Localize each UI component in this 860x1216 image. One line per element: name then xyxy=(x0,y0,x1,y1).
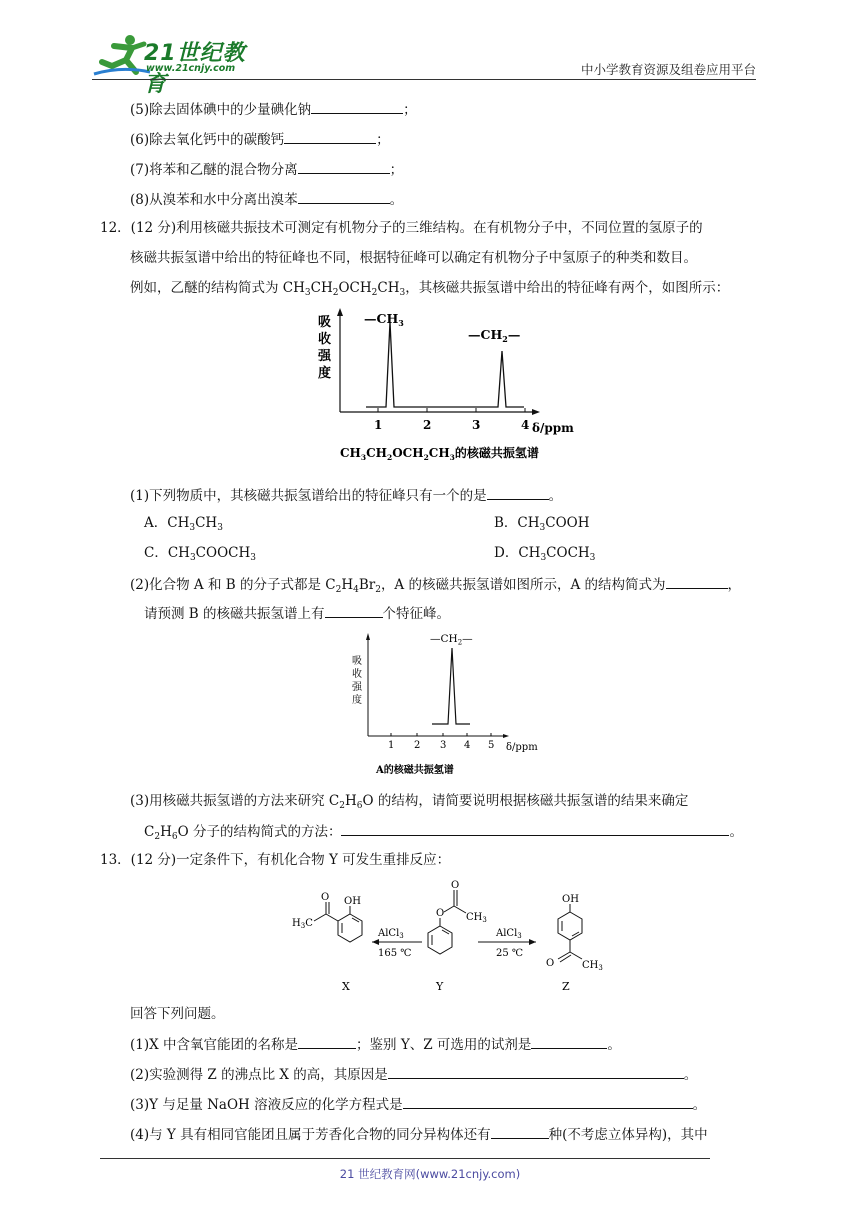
molecule-x-labels xyxy=(292,892,361,930)
spectrum-caption: A的核磁共振氢谱 xyxy=(376,765,454,776)
svg-text:CH3CH2OCH2CH3的核磁共振氢谱: $CH_3CH_2OCH_2CH_3$的核磁共振氢谱 xyxy=(340,446,539,462)
q12-part-3-text-b: O 的结构，请简要说明根据核磁共振氢谱的结果来确定 xyxy=(362,793,689,809)
nmr-spectrum-diethyl-ether xyxy=(310,308,580,468)
svg-text:3: 3 xyxy=(440,740,447,751)
svg-text:—CH2—: $—CH_2—$ xyxy=(468,327,521,344)
answer-blank[interactable] xyxy=(298,159,390,174)
svg-text:吸: 吸 xyxy=(352,656,362,667)
q12-part-2-line-2 xyxy=(144,603,450,623)
y-axis-arrow xyxy=(366,633,370,640)
svg-text:3: 3 xyxy=(472,418,481,432)
molecule-y-labels xyxy=(436,880,487,924)
svg-text:收: 收 xyxy=(352,669,362,680)
q11-item-6-text: (6)除去氧化钙中的碳酸钙 xyxy=(130,132,285,148)
q12-part-2-line-2b: 个特征峰。 xyxy=(382,606,451,622)
q12-part-2-text-b: ，A 的核磁共振氢谱如图所示，A 的结构简式为 xyxy=(380,577,666,593)
molecule-z-labels xyxy=(546,894,603,972)
q12-part-2-line-2a: 请预测 B 的核磁共振氢谱上有 xyxy=(144,606,325,622)
q13-part-4-text-a: (4)与 Y 具有相同官能团且属于芳香化合物的同分异构体还有 xyxy=(130,1127,491,1143)
svg-text:δ/ppm: δ/ppm xyxy=(506,742,538,753)
q13-answer-intro: 回答下列问题。 xyxy=(130,1006,225,1022)
molecule-x xyxy=(314,902,362,942)
q12-line-2: 核磁共振氢谱中给出的特征峰也不同，根据特征峰可以确定有机物分子中氢原子的种类和数目。 xyxy=(130,250,697,266)
q12-part-3: (3)用核磁共振氢谱的方法来研究 $C_2H_6O$ 的结构，请简要说明根据核磁共振氢谱的结果来确定 xyxy=(130,793,689,811)
svg-text:度: 度 xyxy=(318,366,332,381)
arrow-right xyxy=(478,928,536,959)
q11-item-8 xyxy=(130,189,403,209)
svg-text:1: 1 xyxy=(374,418,383,432)
footer-text: 21 世纪教育网(www.21cnjy.com) xyxy=(339,1167,521,1181)
answer-blank[interactable] xyxy=(531,1034,607,1049)
svg-text:1: 1 xyxy=(388,740,395,751)
rearrangement-reaction-scheme xyxy=(280,872,620,1000)
svg-text:CH3: $CH_3$ xyxy=(582,960,603,972)
q11-item-5-text: (5)除去固体碘中的少量碘化钠 xyxy=(130,102,312,118)
q12-part-3-text-a: (3)用核磁共振氢谱的方法来研究 C xyxy=(130,793,340,809)
option-b[interactable]: B．$CH_3COOH$ xyxy=(494,515,590,533)
q11-item-5 xyxy=(130,99,417,119)
svg-text:—CH2—: $—CH_2—$ xyxy=(430,633,473,647)
runner-logo-icon xyxy=(92,32,152,78)
punct: ； xyxy=(376,132,390,148)
arrow-left xyxy=(372,928,422,959)
label-x: X xyxy=(342,980,350,993)
q12-part-2-text-a: (2)化合物 A 和 B 的分子式都是 C xyxy=(130,577,336,593)
svg-text:2: 2 xyxy=(414,740,421,751)
svg-text:4: 4 xyxy=(521,418,530,432)
header-divider xyxy=(92,79,756,80)
platform-name: 中小学教育资源及组卷应用平台 xyxy=(580,62,756,77)
svg-text:δ/ppm: δ/ppm xyxy=(532,421,574,435)
punct: ； xyxy=(403,102,417,118)
q12-part-1 xyxy=(130,485,562,505)
answer-blank[interactable] xyxy=(491,1124,549,1139)
answer-blank[interactable] xyxy=(403,1094,693,1109)
q13-part-4-text-b: 种(不考虑立体异构)，其中 xyxy=(548,1127,708,1143)
svg-text:OH: OH xyxy=(344,896,361,907)
nmr-spectrum-compound-a xyxy=(346,630,546,780)
svg-text:H3C: $H_3C$ xyxy=(292,918,313,930)
svg-text:4: 4 xyxy=(464,740,471,751)
q12-line-3b: ，其核磁共振氢谱中给出的特征峰有两个，如图所示： xyxy=(405,280,730,296)
svg-text:强: 强 xyxy=(352,682,362,693)
peak-label-ch3 xyxy=(364,311,404,328)
answer-blank[interactable] xyxy=(666,574,728,589)
logo-url-text: www.21cnjy.com xyxy=(146,63,236,74)
option-d-label: D．CH xyxy=(494,545,541,561)
q13-part-3 xyxy=(130,1094,706,1114)
q12-part-2: (2)化合物 A 和 B 的分子式都是 $C_2H_4Br_2$，A 的核磁共振氢谱如图所示，A 的结构简式为 ， xyxy=(130,574,741,594)
answer-blank[interactable] xyxy=(388,1064,684,1079)
punct: 。 xyxy=(692,1097,707,1113)
molecule-y xyxy=(428,890,466,954)
molecule-z xyxy=(558,904,582,962)
q12-part-3-line-2: $C_2H_6O$ 分子的结构简式的方法： 。 xyxy=(144,821,743,841)
option-a[interactable]: A．$CH_3CH_3$ xyxy=(144,515,223,533)
q12-line-3: 例如，乙醚的结构简式为 $CH_3CH_2OCH_2CH_3$，其核磁共振氢谱中给出的特征峰有两个，如图所示： xyxy=(130,280,730,298)
spectrum-trace xyxy=(432,648,470,724)
svg-text:收: 收 xyxy=(318,332,332,347)
logo xyxy=(92,32,262,97)
q11-item-6 xyxy=(130,129,390,149)
answer-blank[interactable] xyxy=(341,821,729,836)
punct: 。 xyxy=(548,488,563,504)
answer-blank[interactable] xyxy=(487,485,549,500)
svg-text:O: O xyxy=(546,958,555,969)
label-z: Z xyxy=(562,980,570,993)
option-c[interactable]: C．$CH_3COOCH_3$ xyxy=(144,545,256,563)
q13-part-2 xyxy=(130,1064,697,1084)
q13-part-1-text-b: ；鉴别 Y、Z 可选用的试剂是 xyxy=(356,1037,532,1053)
svg-text:165 ℃: 165 ℃ xyxy=(378,948,412,959)
svg-text:O: O xyxy=(451,880,460,891)
q13-line-1: 13．(12 分)一定条件下，有机化合物 Y 可发生重排反应： xyxy=(100,852,451,868)
svg-text:强: 强 xyxy=(318,349,332,364)
answer-blank[interactable] xyxy=(298,189,390,204)
punct: ； xyxy=(389,162,404,178)
punct: 。 xyxy=(389,192,404,208)
svg-text:吸: 吸 xyxy=(318,315,332,330)
label-y: Y xyxy=(436,980,444,993)
q13-part-4 xyxy=(130,1124,708,1144)
option-a-label: A．CH xyxy=(144,515,190,531)
q12-line-3a: 例如，乙醚的结构简式为 CH xyxy=(130,280,305,296)
y-axis-arrow xyxy=(337,308,343,316)
y-axis-label xyxy=(317,315,332,381)
punct: ， xyxy=(727,577,742,593)
answer-blank[interactable] xyxy=(284,129,376,144)
svg-text:25 ℃: 25 ℃ xyxy=(496,948,524,959)
q11-item-8-text: (8)从溴苯和水中分离出溴苯 xyxy=(130,192,298,208)
footer-divider xyxy=(100,1158,710,1159)
q12-part-3-line-2a: O 分子的结构简式的方法： xyxy=(177,824,342,840)
spectrum-caption xyxy=(340,445,539,462)
option-d[interactable]: D．$CH_3COCH_3$ xyxy=(494,545,596,563)
svg-text:度: 度 xyxy=(352,695,362,706)
q12-part-1-text: (1)下列物质中，其核磁共振氢谱给出的特征峰只有一个的是 xyxy=(130,488,487,504)
answer-blank[interactable] xyxy=(298,1034,356,1049)
option-b-label: B．CH xyxy=(494,515,540,531)
x-axis-arrow xyxy=(532,409,540,415)
svg-text:5: 5 xyxy=(488,740,495,751)
q13-part-3-text: (3)Y 与足量 NaOH 溶液反应的化学方程式是 xyxy=(130,1097,403,1113)
svg-text:2: 2 xyxy=(423,418,432,432)
svg-text:O: O xyxy=(436,908,445,919)
q13-part-1-text-a: (1)X 中含氧官能团的名称是 xyxy=(130,1037,299,1053)
punct: 。 xyxy=(683,1067,698,1083)
punct: 。 xyxy=(729,824,743,840)
svg-text:AlCl3: AlCl$_3$ xyxy=(378,928,404,940)
q13-part-2-text: (2)实验测得 Z 的沸点比 X 的高，其原因是 xyxy=(130,1067,388,1083)
q13-part-1 xyxy=(130,1034,621,1054)
peak-label-ch2 xyxy=(468,327,520,344)
svg-text:CH3: $CH_3$ xyxy=(466,912,487,924)
svg-text:—CH3: $—CH_3$ xyxy=(364,311,404,328)
option-c-label: C．CH xyxy=(144,545,190,561)
answer-blank[interactable] xyxy=(311,99,403,114)
svg-text:O: O xyxy=(321,892,330,903)
answer-blank[interactable] xyxy=(325,603,383,618)
q11-item-7-text: (7)将苯和乙醚的混合物分离 xyxy=(130,162,298,178)
svg-text:OH: OH xyxy=(562,894,579,905)
x-axis-arrow xyxy=(503,734,509,738)
svg-text:AlCl3: AlCl$_3$ xyxy=(496,928,522,940)
logo-main-text: 21世纪教育 xyxy=(144,41,246,97)
q11-item-7 xyxy=(130,159,403,179)
peak-label-ch2 xyxy=(430,633,473,647)
punct: 。 xyxy=(607,1037,621,1053)
q12-line-1: 12．(12 分)利用核磁共振技术可测定有机物分子的三维结构。在有机物分子中，不同位置的氢原子的 xyxy=(100,220,703,236)
y-axis-label xyxy=(352,655,363,706)
